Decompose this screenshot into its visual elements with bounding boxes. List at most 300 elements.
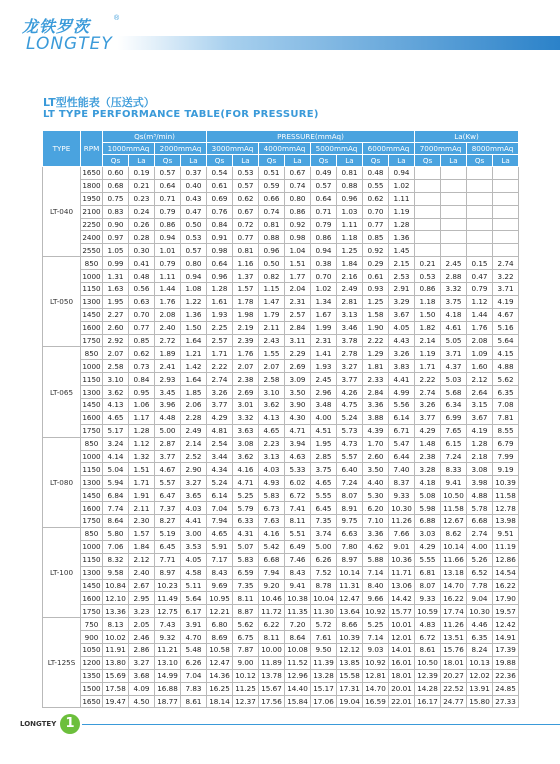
value-cell: 4.31 — [233, 527, 259, 540]
value-cell: 17.06 — [311, 695, 337, 708]
value-cell — [493, 231, 519, 244]
value-cell: 0.49 — [311, 167, 337, 180]
value-cell: 5.07 — [233, 540, 259, 553]
value-cell: 1.12 — [467, 295, 493, 308]
value-cell: 1.51 — [129, 463, 155, 476]
value-cell: 2.30 — [129, 515, 155, 528]
value-cell: 6.44 — [389, 450, 415, 463]
value-cell: 4.16 — [259, 527, 285, 540]
value-cell: 0.47 — [181, 205, 207, 218]
value-cell: 7.24 — [337, 476, 363, 489]
value-cell: 13.80 — [103, 656, 129, 669]
value-cell: 20.27 — [441, 669, 467, 682]
value-cell: 1.11 — [337, 218, 363, 231]
value-cell: 7.10 — [363, 515, 389, 528]
value-cell: 0.76 — [207, 205, 233, 218]
qs-subheader: Qs — [207, 155, 233, 167]
value-cell: 4.67 — [493, 308, 519, 321]
value-cell: 2.23 — [259, 437, 285, 450]
value-cell: 8.66 — [337, 618, 363, 631]
value-cell: 0.57 — [233, 179, 259, 192]
value-cell: 14.40 — [285, 682, 311, 695]
value-cell: 0.94 — [311, 244, 337, 257]
table-row — [43, 540, 519, 553]
value-cell: 4.88 — [467, 489, 493, 502]
value-cell: 3.67 — [389, 308, 415, 321]
value-cell: 5.33 — [285, 463, 311, 476]
value-cell: 6.35 — [467, 631, 493, 644]
value-cell: 0.62 — [129, 347, 155, 360]
value-cell: 5.91 — [207, 540, 233, 553]
value-cell: 5.83 — [233, 553, 259, 566]
value-cell: 4.30 — [285, 411, 311, 424]
value-cell: 6.26 — [311, 553, 337, 566]
value-cell: 14.42 — [389, 592, 415, 605]
value-cell: 2.52 — [181, 450, 207, 463]
value-cell: 3.90 — [285, 399, 311, 412]
value-cell: 1.04 — [285, 244, 311, 257]
table-row — [43, 566, 519, 579]
la-subheader: La — [285, 155, 311, 167]
value-cell: 2.74 — [467, 527, 493, 540]
table-row — [43, 257, 519, 270]
table-row — [43, 360, 519, 373]
value-cell: 6.75 — [233, 631, 259, 644]
value-cell: 11.91 — [103, 643, 129, 656]
value-cell: 5.64 — [181, 592, 207, 605]
value-cell: 2.31 — [285, 295, 311, 308]
pressure-level-header: 3000mmAq — [207, 143, 259, 155]
value-cell: 5.80 — [103, 527, 129, 540]
qs-la-row — [43, 155, 519, 167]
value-cell: 13.85 — [337, 656, 363, 669]
value-cell: 0.61 — [363, 270, 389, 283]
value-cell: 1.28 — [207, 283, 233, 296]
value-cell: 4.00 — [311, 411, 337, 424]
value-cell: 1.64 — [181, 373, 207, 386]
value-cell: 3.96 — [155, 399, 181, 412]
la-subheader: La — [389, 155, 415, 167]
value-cell: 4.29 — [207, 411, 233, 424]
rpm-header: RPM — [81, 131, 103, 167]
value-cell: 7.83 — [181, 682, 207, 695]
value-cell: 1.67 — [311, 308, 337, 321]
value-cell: 12.78 — [493, 502, 519, 515]
value-cell: 3.46 — [337, 321, 363, 334]
value-cell: 0.41 — [129, 257, 155, 270]
value-cell — [493, 179, 519, 192]
value-cell: 0.92 — [285, 218, 311, 231]
value-cell: 0.70 — [363, 205, 389, 218]
qs-subheader: Qs — [155, 155, 181, 167]
value-cell: 11.21 — [155, 643, 181, 656]
value-cell: 1.09 — [467, 347, 493, 360]
value-cell: 7.04 — [207, 502, 233, 515]
value-cell: 1.60 — [467, 360, 493, 373]
value-cell: 2.27 — [103, 308, 129, 321]
value-cell: 3.44 — [207, 450, 233, 463]
value-cell: 2.07 — [103, 347, 129, 360]
value-cell: 15.84 — [285, 695, 311, 708]
value-cell: 22.52 — [441, 682, 467, 695]
value-cell: 5.73 — [337, 424, 363, 437]
value-cell: 2.22 — [415, 373, 441, 386]
value-cell: 2.33 — [363, 373, 389, 386]
value-cell: 9.58 — [103, 566, 129, 579]
value-cell: 12.96 — [285, 669, 311, 682]
value-cell: 7.24 — [441, 450, 467, 463]
value-cell: 12.47 — [207, 656, 233, 669]
value-cell: 1.34 — [311, 295, 337, 308]
value-cell — [415, 179, 441, 192]
value-cell: 0.54 — [207, 167, 233, 180]
value-cell: 11.26 — [441, 618, 467, 631]
value-cell: 1.03 — [337, 205, 363, 218]
value-cell: 5.11 — [181, 579, 207, 592]
value-cell: 0.97 — [103, 231, 129, 244]
value-cell: 7.94 — [207, 515, 233, 528]
table-row — [43, 167, 519, 180]
table-row — [43, 295, 519, 308]
value-cell — [467, 167, 493, 180]
value-cell: 10.14 — [337, 566, 363, 579]
value-cell: 0.67 — [233, 205, 259, 218]
la-subheader: La — [493, 155, 519, 167]
value-cell: 0.79 — [311, 218, 337, 231]
value-cell: 4.09 — [129, 682, 155, 695]
value-cell: 5.83 — [259, 489, 285, 502]
value-cell: 1.36 — [181, 308, 207, 321]
table-row — [43, 424, 519, 437]
rpm-cell: 2550 — [82, 245, 101, 255]
value-cell: 8.07 — [415, 579, 441, 592]
value-cell: 0.30 — [129, 244, 155, 257]
value-cell: 1.61 — [207, 295, 233, 308]
value-cell: 3.13 — [337, 308, 363, 321]
la-subheader: La — [233, 155, 259, 167]
pressure-level-header: 7000mmAq — [415, 143, 467, 155]
rpm-cell: 1800 — [82, 181, 101, 191]
value-cell: 1.28 — [389, 218, 415, 231]
value-cell: 5.42 — [259, 540, 285, 553]
value-cell: 4.65 — [259, 424, 285, 437]
table-row — [43, 515, 519, 528]
value-cell: 1.28 — [467, 437, 493, 450]
value-cell: 2.49 — [181, 424, 207, 437]
value-cell: 13.98 — [493, 515, 519, 528]
rpm-cell: 1750 — [82, 426, 101, 436]
value-cell: 5.57 — [155, 476, 181, 489]
value-cell: 2.64 — [467, 386, 493, 399]
value-cell: 11.71 — [389, 566, 415, 579]
value-cell: 5.47 — [389, 437, 415, 450]
value-cell: 11.66 — [441, 553, 467, 566]
value-cell: 3.09 — [285, 373, 311, 386]
value-cell: 1.02 — [389, 179, 415, 192]
value-cell: 10.39 — [493, 476, 519, 489]
value-cell: 13.28 — [311, 669, 337, 682]
registered-mark: ® — [114, 15, 120, 22]
value-cell: 1.81 — [363, 360, 389, 373]
value-cell: 10.50 — [415, 656, 441, 669]
value-cell: 2.60 — [103, 321, 129, 334]
value-cell: 3.67 — [467, 411, 493, 424]
value-cell: 1.32 — [129, 450, 155, 463]
type-cell: LT-050 — [43, 257, 81, 347]
value-cell: 0.73 — [129, 360, 155, 373]
value-cell: 0.64 — [311, 192, 337, 205]
value-cell: 6.73 — [259, 502, 285, 515]
value-cell: 1.50 — [181, 321, 207, 334]
value-cell: 4.71 — [285, 424, 311, 437]
table-body — [43, 167, 519, 708]
value-cell: 0.53 — [415, 270, 441, 283]
value-cell: 0.37 — [181, 167, 207, 180]
table-row — [43, 618, 519, 631]
rpm-cell: 1300 — [82, 477, 101, 487]
value-cell: 10.50 — [441, 489, 467, 502]
value-cell: 1.36 — [389, 231, 415, 244]
value-cell: 2.40 — [129, 566, 155, 579]
table-row — [43, 270, 519, 283]
value-cell: 15.76 — [441, 643, 467, 656]
qs-subheader: Qs — [259, 155, 285, 167]
value-cell: 13.06 — [389, 579, 415, 592]
value-cell: 0.81 — [233, 244, 259, 257]
value-cell: 5.04 — [103, 463, 129, 476]
value-cell: 27.33 — [493, 695, 519, 708]
value-cell: 10.01 — [389, 618, 415, 631]
value-cell: 8.61 — [181, 695, 207, 708]
header-band — [118, 36, 560, 50]
pressure-header: PRESSURE(mmAq) — [207, 131, 415, 143]
value-cell: 0.43 — [181, 192, 207, 205]
la-subheader: La — [129, 155, 155, 167]
value-cell: 3.91 — [181, 618, 207, 631]
value-cell: 7.04 — [181, 669, 207, 682]
value-cell: 2.14 — [181, 437, 207, 450]
value-cell: 5.88 — [363, 553, 389, 566]
value-cell: 0.62 — [233, 192, 259, 205]
value-cell: 12.75 — [155, 605, 181, 618]
value-cell: 0.50 — [259, 257, 285, 270]
value-cell: 0.61 — [207, 179, 233, 192]
value-cell: 4.18 — [441, 308, 467, 321]
value-cell: 9.33 — [389, 489, 415, 502]
value-cell: 3.77 — [415, 411, 441, 424]
value-cell — [441, 167, 467, 180]
value-cell: 2.45 — [311, 373, 337, 386]
value-cell: 5.62 — [493, 373, 519, 386]
value-cell: 1.01 — [155, 244, 181, 257]
value-cell: 2.96 — [311, 386, 337, 399]
value-cell: 1.06 — [129, 399, 155, 412]
value-cell: 1.76 — [467, 321, 493, 334]
value-cell: 2.43 — [259, 334, 285, 347]
value-cell: 4.03 — [259, 463, 285, 476]
value-cell: 0.70 — [129, 308, 155, 321]
table-row — [43, 502, 519, 515]
value-cell: 1.71 — [129, 476, 155, 489]
value-cell: 0.21 — [129, 179, 155, 192]
value-cell: 1.95 — [103, 295, 129, 308]
value-cell: 16.25 — [207, 682, 233, 695]
value-cell: 9.69 — [207, 579, 233, 592]
value-cell: 18.01 — [441, 656, 467, 669]
value-cell: 16.01 — [389, 656, 415, 669]
table-row — [43, 192, 519, 205]
value-cell: 17.74 — [441, 605, 467, 618]
pressure-level-header: 1000mmAq — [103, 143, 155, 155]
value-cell: 4.67 — [155, 463, 181, 476]
rpm-cell: 850 — [81, 257, 103, 270]
value-cell: 12.67 — [441, 515, 467, 528]
rpm-cell: 1950 — [82, 194, 101, 204]
value-cell: 8.64 — [285, 631, 311, 644]
value-cell: 0.98 — [207, 244, 233, 257]
value-cell: 3.77 — [207, 399, 233, 412]
value-cell: 2.16 — [337, 270, 363, 283]
value-cell: 4.48 — [155, 411, 181, 424]
table-row — [43, 605, 519, 618]
value-cell: 1.82 — [415, 321, 441, 334]
value-cell: 1.99 — [311, 321, 337, 334]
value-cell: 8.33 — [441, 463, 467, 476]
value-cell: 1.05 — [103, 244, 129, 257]
value-cell: 8.62 — [441, 527, 467, 540]
value-cell: 2.90 — [181, 463, 207, 476]
value-cell: 1.25 — [337, 244, 363, 257]
value-cell: 2.78 — [337, 347, 363, 360]
value-cell: 1.42 — [181, 360, 207, 373]
value-cell: 24.77 — [441, 695, 467, 708]
value-cell: 13.51 — [441, 631, 467, 644]
value-cell: 4.26 — [337, 386, 363, 399]
qs-subheader: Qs — [415, 155, 441, 167]
value-cell: 8.91 — [337, 502, 363, 515]
value-cell: 1.90 — [363, 321, 389, 334]
value-cell: 14.36 — [207, 669, 233, 682]
value-cell: 3.74 — [311, 527, 337, 540]
value-cell: 3.27 — [181, 476, 207, 489]
value-cell: 1.18 — [415, 295, 441, 308]
value-cell: 6.15 — [441, 437, 467, 450]
value-cell: 2.60 — [363, 450, 389, 463]
value-cell: 10.13 — [467, 656, 493, 669]
value-cell: 2.31 — [311, 334, 337, 347]
rpm-cell: 2400 — [82, 232, 101, 242]
value-cell: 2.86 — [129, 643, 155, 656]
value-cell: 0.96 — [337, 192, 363, 205]
value-cell: 2.88 — [441, 270, 467, 283]
value-cell: 11.31 — [337, 579, 363, 592]
value-cell: 2.57 — [285, 308, 311, 321]
rpm-cell: 850 — [81, 437, 103, 450]
type-cell: LT-125S — [43, 618, 81, 708]
value-cell: 4.00 — [467, 540, 493, 553]
value-cell: 0.88 — [337, 179, 363, 192]
value-cell: 5.00 — [311, 540, 337, 553]
table-row — [43, 179, 519, 192]
value-cell: 2.58 — [259, 373, 285, 386]
value-cell: 7.87 — [233, 643, 259, 656]
brand-name-cn: 龙铁罗茨 — [22, 17, 91, 36]
value-cell: 6.99 — [441, 411, 467, 424]
value-cell: 11.89 — [259, 656, 285, 669]
value-cell: 13.10 — [155, 656, 181, 669]
value-cell: 15.17 — [311, 682, 337, 695]
value-cell: 2.91 — [389, 283, 415, 296]
value-cell: 5.98 — [415, 502, 441, 515]
value-cell: 1.64 — [181, 334, 207, 347]
value-cell: 14.70 — [441, 579, 467, 592]
value-cell: 10.58 — [207, 643, 233, 656]
qs-subheader: Qs — [467, 155, 493, 167]
value-cell: 0.63 — [129, 295, 155, 308]
value-cell: 0.38 — [311, 257, 337, 270]
value-cell: 3.68 — [129, 669, 155, 682]
value-cell — [493, 244, 519, 257]
value-cell: 7.52 — [311, 566, 337, 579]
table-row — [43, 695, 519, 708]
value-cell: 0.77 — [233, 231, 259, 244]
value-cell: 9.75 — [337, 515, 363, 528]
value-cell: 1.95 — [311, 437, 337, 450]
value-cell: 8.24 — [467, 643, 493, 656]
rpm-cell: 900 — [81, 631, 103, 644]
value-cell: 1.41 — [311, 347, 337, 360]
value-cell: 1.21 — [181, 347, 207, 360]
value-cell: 3.11 — [285, 334, 311, 347]
value-cell: 2.69 — [285, 360, 311, 373]
value-cell: 6.68 — [467, 515, 493, 528]
value-cell — [467, 244, 493, 257]
value-cell: 11.25 — [233, 682, 259, 695]
value-cell: 0.68 — [103, 179, 129, 192]
value-cell: 9.04 — [467, 592, 493, 605]
value-cell: 0.47 — [467, 270, 493, 283]
value-cell: 5.64 — [493, 334, 519, 347]
type-cell: LT-100 — [43, 527, 81, 617]
value-cell: 1.22 — [181, 295, 207, 308]
value-cell: 1.77 — [285, 270, 311, 283]
value-cell: 12.01 — [389, 631, 415, 644]
value-cell: 4.99 — [389, 386, 415, 399]
value-cell: 4.13 — [259, 411, 285, 424]
value-cell: 0.85 — [129, 334, 155, 347]
value-cell — [493, 192, 519, 205]
value-cell: 5.26 — [467, 553, 493, 566]
value-cell: 14.99 — [155, 669, 181, 682]
value-cell: 14.91 — [493, 631, 519, 644]
value-cell: 2.39 — [233, 334, 259, 347]
value-cell: 9.00 — [233, 656, 259, 669]
value-cell: 3.36 — [363, 399, 389, 412]
value-cell: 2.85 — [311, 450, 337, 463]
value-cell — [467, 231, 493, 244]
value-cell: 3.29 — [389, 295, 415, 308]
value-cell: 19.57 — [493, 605, 519, 618]
value-cell: 6.14 — [207, 489, 233, 502]
value-cell: 2.25 — [207, 321, 233, 334]
value-cell — [441, 231, 467, 244]
value-cell: 15.80 — [467, 695, 493, 708]
value-cell: 8.11 — [233, 592, 259, 605]
value-cell: 3.94 — [285, 437, 311, 450]
value-cell: 5.79 — [233, 502, 259, 515]
value-cell: 5.25 — [233, 489, 259, 502]
value-cell: 3.75 — [441, 295, 467, 308]
